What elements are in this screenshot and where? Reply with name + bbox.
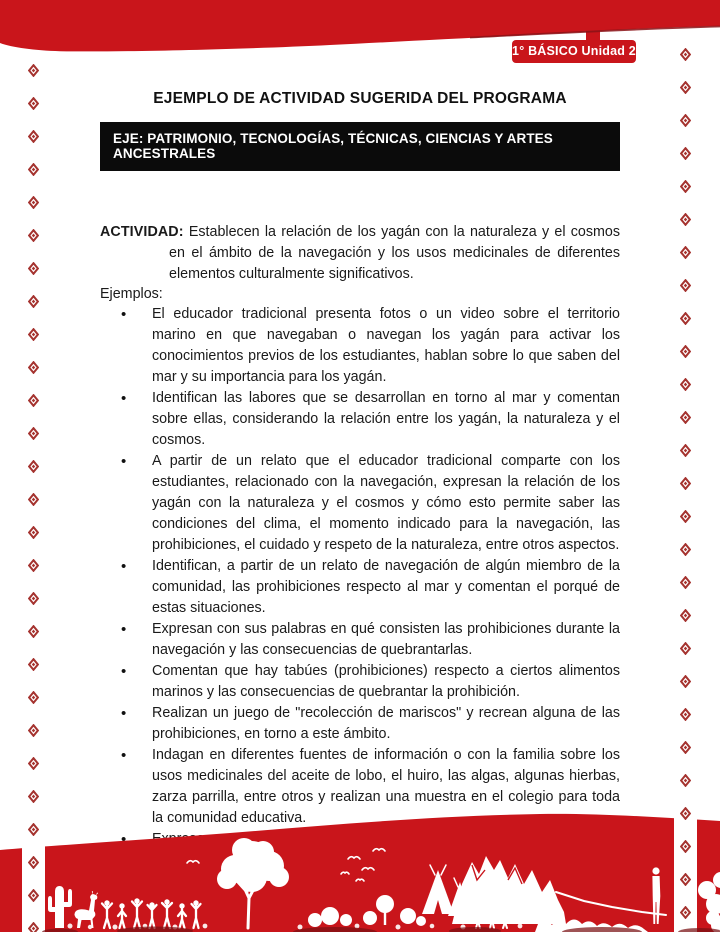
page-title: EJEMPLO DE ACTIVIDAD SUGERIDA DEL PROGRAMA [153,90,567,107]
diamond-ornament-icon [28,130,39,143]
activity-paragraph [100,222,620,285]
example-item: • Expresan con sus palabras en qué consisten las prohibiciones durante la navegación y las consecuencias de quebrantarlas. [100,619,620,661]
diamond-ornament-icon [680,444,691,457]
diamond-ornament-icon [680,576,691,589]
diamond-ornament-icon [28,295,39,308]
diamond-ornament-icon [28,460,39,473]
diamond-ornament-icon [680,840,691,853]
diamond-ornament-icon [28,559,39,572]
diamond-ornament-icon [28,526,39,539]
diamond-ornament-icon [680,411,691,424]
diamond-ornament-icon [680,675,691,688]
diamond-ornament-icon [680,246,691,259]
example-item: • Indagan en diferentes fuentes de información o con la familia sobre los usos medicinales del aceite de lobo, el huiro, las algas, algunas hierbas, zarza parrilla, entre otros y realizan una muestra en el colegio para toda la comunidad educativa. [100,745,620,829]
diamond-ornament-icon [680,81,691,94]
diamond-ornament-icon [28,790,39,803]
examples-heading: Ejemplos: [100,286,163,302]
eje-bar-label: EJE: PATRIMONIO, TECNOLOGÍAS, TÉCNICAS, CIENCIAS Y ARTES ANCESTRALES [113,131,553,161]
footer-art [0,812,720,932]
diamond-ornament-icon [28,823,39,836]
diamond-ornament-icon [680,279,691,292]
ornament-column-right [680,0,692,932]
diamond-ornament-icon [28,361,39,374]
diamond-ornament-icon [28,625,39,638]
diamond-ornament-icon [28,922,39,932]
activity-text: Establecen la relación de los yagán con la naturaleza y el cosmos en el ámbito de la navegación y los usos medicinales de diferentes elementos culturalmente significativos. [169,224,620,283]
example-item: • Realizan un juego de "recolección de mariscos" y recrean alguna de las prohibiciones, en torno a este ámbito. [100,703,620,745]
diamond-ornament-icon [680,774,691,787]
diamond-ornament-icon [680,213,691,226]
diamond-ornament-icon [680,543,691,556]
example-item: • El educador tradicional presenta fotos o un video sobre el territorio marino en que navegaban o navegan los yagán para activar los conocimientos previos de los estudiantes, hablan sobre lo que saben del mar y su importancia para los yagán. [100,304,620,388]
diamond-ornament-icon [680,873,691,886]
diamond-ornament-icon [680,48,691,61]
diamond-ornament-icon [680,741,691,754]
ornament-column-left [28,0,40,932]
diamond-ornament-icon [28,163,39,176]
diamond-ornament-icon [28,889,39,902]
diamond-ornament-icon [28,262,39,275]
diamond-ornament-icon [680,345,691,358]
diamond-ornament-icon [680,477,691,490]
diamond-ornament-icon [28,196,39,209]
diamond-ornament-icon [28,658,39,671]
diamond-ornament-icon [680,642,691,655]
diamond-ornament-icon [680,609,691,622]
diamond-ornament-icon [28,64,39,77]
activity-label: ACTIVIDAD: [100,224,184,241]
examples-list [100,304,620,871]
eje-bar [100,122,620,171]
diamond-ornament-icon [680,180,691,193]
example-item: • A partir de un relato que el educador tradicional comparte con los estudiantes, relacionado con la navegación, expresan la relación de los yagán con la naturaleza y el cosmos y cómo esto permite saber las condiciones del clima, el momento indicado para la navegación, las prohibiciones, el cuidado y respeto de la naturaleza, entre otros aspectos. [100,451,620,556]
diamond-ornament-icon [680,147,691,160]
diamond-ornament-icon [28,394,39,407]
diamond-ornament-icon [680,708,691,721]
diamond-ornament-icon [680,312,691,325]
diamond-ornament-icon [28,856,39,869]
example-item: • Comentan que hay tabúes (prohibiciones) respecto a ciertos alimentos marinos y las consecuencias de quebrantar la prohibición. [100,661,620,703]
example-item: • Identifican las labores que se desarrollan en torno al mar y comentan sobre ellas, considerando la relación entre los yagán, la naturaleza y el cosmos. [100,388,620,451]
example-item: • Identifican, a partir de un relato de navegación de algún miembro de la comunidad, las prohibiciones respecto al mar y comentan el porqué de estas situaciones. [100,556,620,619]
unit-badge: 1° BÁSICO Unidad 2 [512,40,636,63]
diamond-ornament-icon [28,592,39,605]
diamond-ornament-icon [680,114,691,127]
diamond-ornament-icon [28,97,39,110]
diamond-ornament-icon [28,328,39,341]
diamond-ornament-icon [28,427,39,440]
diamond-ornament-icon [28,757,39,770]
diamond-ornament-icon [680,906,691,919]
diamond-ornament-icon [680,510,691,523]
diamond-ornament-icon [28,724,39,737]
diamond-ornament-icon [28,229,39,242]
diamond-ornament-icon [28,493,39,506]
diamond-ornament-icon [680,378,691,391]
diamond-ornament-icon [680,807,691,820]
diamond-ornament-icon [28,691,39,704]
